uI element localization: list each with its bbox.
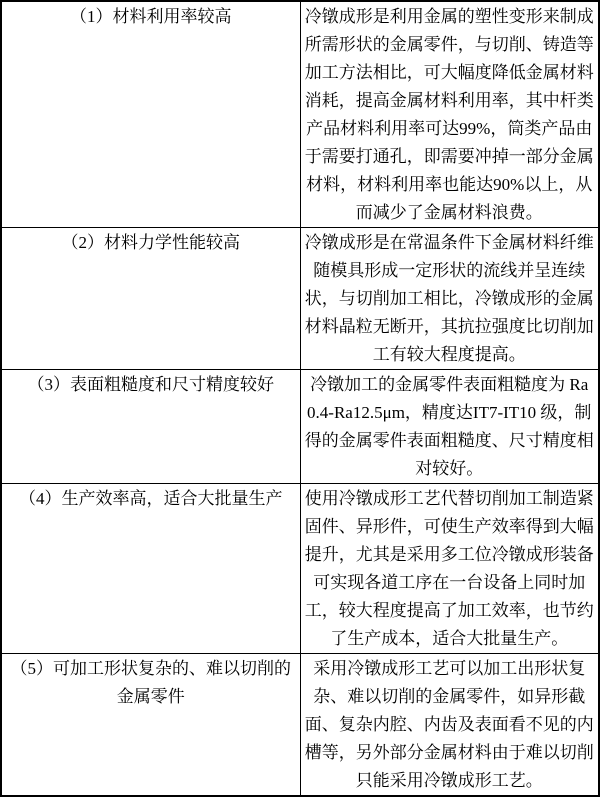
advantage-title-cell: （1）材料利用率较高	[1, 1, 300, 228]
table-row	[1, 228, 599, 370]
table-row	[1, 654, 599, 797]
advantage-description-cell: 采用冷镦成形工艺可以加工出形状复杂、难以切削的金属零件，如异形截面、复杂内腔、内齿及表面看不见的内槽等，另外部分金属材料由于难以切削只能采用冷镦成形工艺。	[300, 654, 599, 797]
advantage-description-cell: 使用冷镦成形工艺代替切削加工制造紧固件、异形件，可使生产效率得到大幅提升，尤其是采用多工位冷镦成形装备可实现各道工序在一台设备上同时加工，较大程度提高了加工效率，也节约了生产成本，适合大批量生产。	[300, 484, 599, 654]
advantage-title-cell: （5）可加工形状复杂的、难以切削的金属零件	[1, 654, 300, 797]
advantage-description-cell: 冷镦成形是利用金属的塑性变形来制成所需形状的金属零件，与切削、铸造等加工方法相比，可大幅度降低金属材料消耗，提高金属材料利用率，其中杆类产品材料利用率可达99%，筒类产品由于需要打通孔，即需要冲掉一部分金属材料，材料利用率也能达90%以上，从而减少了金属材料浪费。	[300, 1, 599, 228]
advantage-description-cell: 冷镦成形是在常温条件下金属材料纤维随模具形成一定形状的流线并呈连续状，与切削加工相比，冷镦成形的金属材料晶粒无断开，其抗拉强度比切削加工有较大程度提高。	[300, 228, 599, 370]
advantage-description-cell: 冷镦加工的金属零件表面粗糙度为 Ra0.4-Ra12.5μm，精度达IT7-IT10 级，制得的金属零件表面粗糙度、尺寸精度相对较好。	[300, 370, 599, 484]
advantage-title-cell: （3）表面粗糙度和尺寸精度较好	[1, 370, 300, 484]
advantage-title-cell: （4）生产效率高，适合大批量生产	[1, 484, 300, 654]
table-row	[1, 370, 599, 484]
table-row	[1, 484, 599, 654]
table-row	[1, 1, 599, 228]
advantage-title-cell: （2）材料力学性能较高	[1, 228, 300, 370]
